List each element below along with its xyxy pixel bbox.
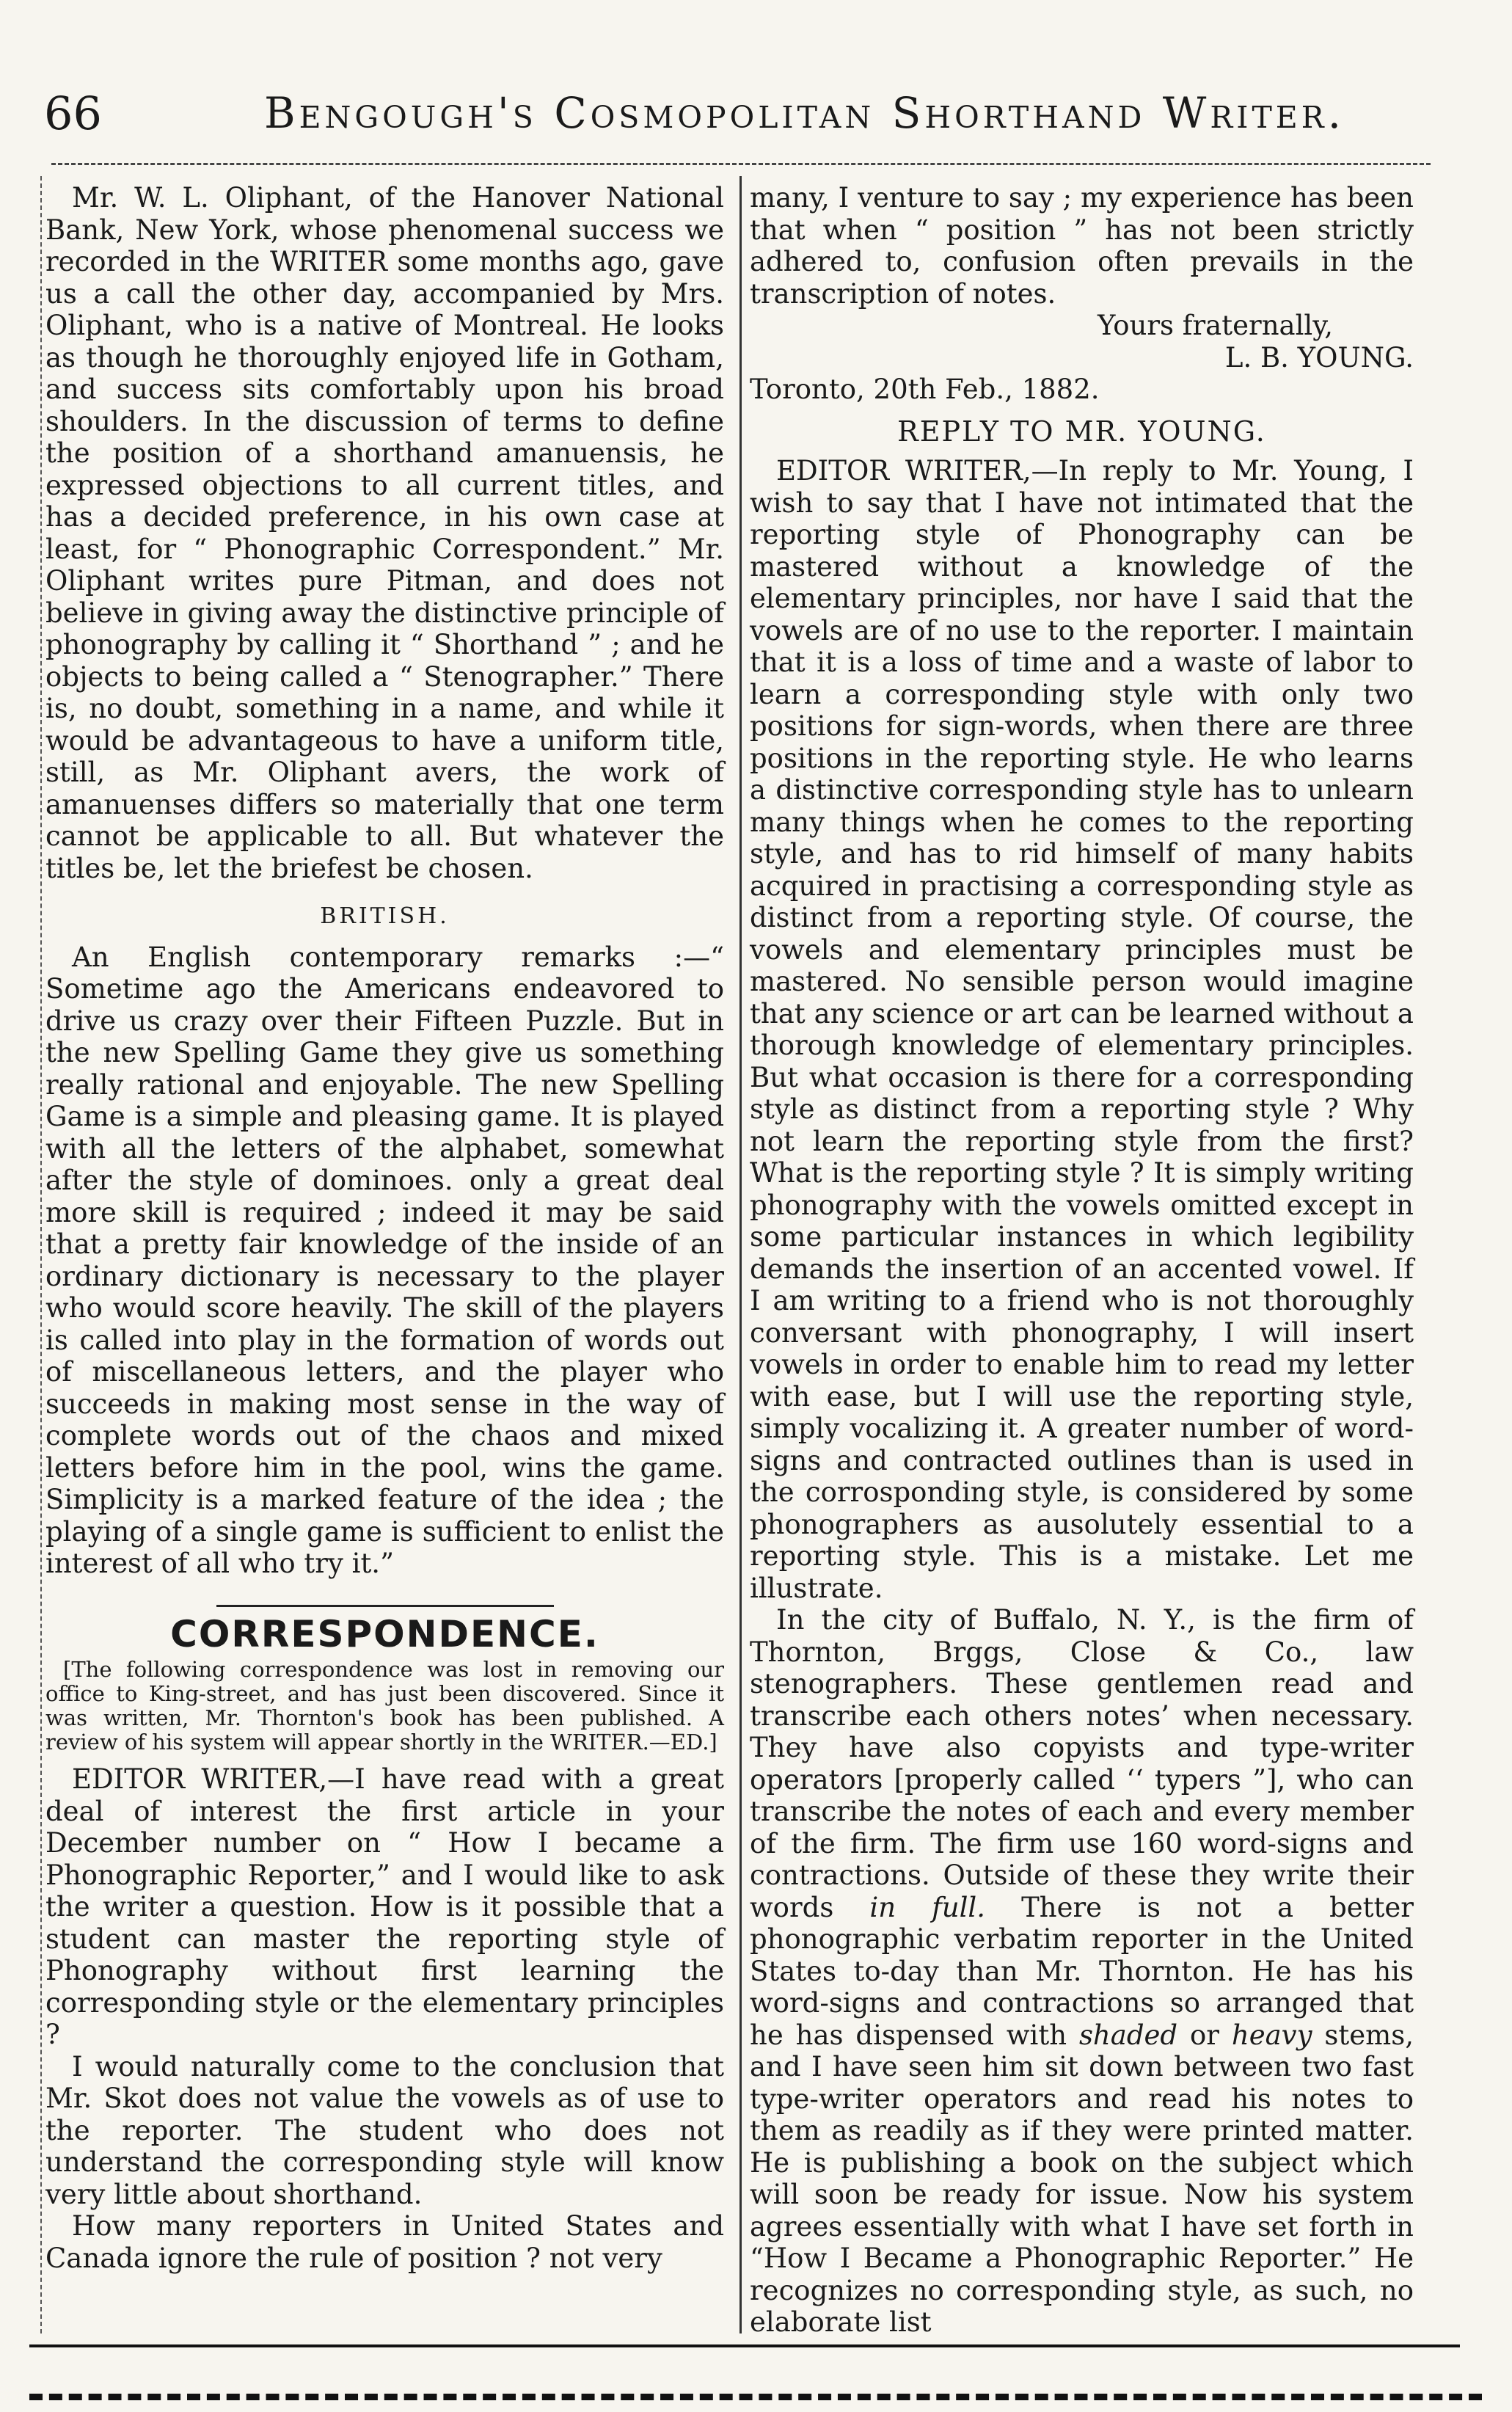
correspondence-heading: CORRESPONDENCE. [170,1612,599,1655]
reply-emphasis-in-full: in full. [869,1891,986,1923]
reply-text-c: or [1177,2019,1232,2051]
editor-note: [The following correspondence was lost in removing our office to King-street, and has just been discovered. Since it was written, Mr. Thornton's book has been published. A review of his system will appear shortly in the WRITER.—ED.] [45,1657,724,1755]
signoff-line: Yours fraternally, [1098,310,1333,341]
british-paragraph: An English contemporary remarks :—“ Sometime ago the Americans endeavored to drive us crazy over their Fifteen Puzzle. But in the new Spelling Game they give us something really rational and enjoyable. The new Spelling Game is a simple and pleasing game. It is played with all the letters of the alphabet, somewhat after the style of dominoes. only a great deal more skill is required ; indeed it may be said that a pretty fair knowledge of the inside of an ordinary dictionary is necessary to the player who would score heavily. The skill of the players is called into play in the formation of words out of miscellaneous letters, and the player who succeeds in making most sense in the way of complete words out of the chaos and mixed letters before him in the pool, wins the game. Simplicity is a marked feature of the idea ; the playing of a single game is sufficient to enlist the interest of all who try it.” [45,941,724,1579]
letter-paragraph-2: I would naturally come to the conclusion that Mr. Skot does not value the vowels as of use to the reporter. The student who does not understand the corresponding style will know very little about shorthand. [45,2050,724,2210]
letter-paragraph-1 [45,1763,724,2051]
dateline: Toronto, 20th Feb., 1882. [750,374,1100,405]
letter-salutation: EDITOR WRITER, [72,1763,328,1795]
column-divider [739,176,742,2333]
reply-paragraph-2 [750,1604,1414,2339]
reply-paragraph-1 [750,455,1414,1604]
oliphant-paragraph: Mr. W. L. Oliphant, of the Hanover National Bank, New York, whose phenomenal success we recorded in the WRITER some months ago, gave us a call the other day, accompanied by Mrs. Oliphant, who is a native of Montreal. He looks as though he thoroughly enjoyed life in Gotham, and success sits comfortably upon his broad shoulders. In the discussion of terms to define the position of a shorthand amanuensis, he expressed objections to all current titles, and has a decided preference, in his own case at least, for “ Phonographic Correspondent.” Mr. Oliphant writes pure Pitman, and does not believe in giving away the distinctive principle of phonography by calling it “ Shorthand ” ; and he objects to being called a “ Stenographer.” There is, no doubt, something in a name, and while it would be advantageous to have a uniform title, still, as Mr. Oliphant avers, the work of amanuenses differs so materially that one term cannot be applicable to all. But whatever the titles be, let the briefest be chosen. [45,182,724,884]
running-title: Bengough's Cosmopolitan Shorthand Writer. [264,88,1345,138]
left-column [45,182,724,2274]
page-header [44,73,1423,154]
reply-body-1: —In reply to Mr. Young, I wish to say that I have not intimated that the reporting style of Phonography can be mastered without a knowledge of the elementary principles, nor have I said that the vowels are of no use to the reporter. I maintain that it is a loss of time and a waste of labor to learn a corresponding style with only two positions for sign-words, when there are three positions in the reporting style. He who learns a distinctive corresponding style has to unlearn many things when he comes to the reporting style, and has to rid himself of many habits acquired in practising a corresponding style as distinct from a reporting style. Of course, the vowels and elementary principles must be mastered. No sensible person would imagine that any science or art can be learned without a thorough knowledge of elementary principles. But what occasion is there for a corresponding style as distinct from a reporting style ? Why not learn the reporting style from the first? What is the reporting style ? It is simply writing phonography with the vowels omitted except in some particular instances in which legibility demands the insertion of an accented vowel. If I am writing to a friend who is not thoroughly conversant with phonography, I will insert vowels in order to enable him to read my letter with ease, but I will use the reporting style, simply vocalizing it. A greater number of word-signs and contracted outlines than is used in the corrosponding style, is considered by some phonographers as ausolutely essential to a reporting style. This is a mistake. Let me illustrate. [750,455,1414,1604]
reply-salutation: EDITOR WRITER, [776,455,1031,487]
header-rule [51,163,1431,165]
british-heading: BRITISH. [320,903,450,929]
letter-continuation: many, I venture to say ; my experience has been that when “ position ” has not been strictly adhered to, confusion often prevails in the transcription of notes. [750,182,1414,310]
letter-paragraph-3: How many reporters in United States and Canada ignore the rule of position ? not very [45,2210,724,2274]
correspondence-rule [216,1605,554,1607]
reply-emphasis-heavy: heavy [1231,2019,1312,2051]
signature: L. B. YOUNG. [1224,341,1414,374]
left-margin-rule [40,176,42,2333]
letter-body-1: —I have read with a great deal of interest the first article in your December number on “ How I became a Phonographic Reporter,” and I would like to ask the writer a question. How is it possible that a student can master the reporting style of Phonography without first learning the corresponding style or the elementary principles ? [45,1763,725,2050]
page-number: 66 [44,87,102,140]
footer-border [29,2394,1482,2400]
reply-emphasis-shaded: shaded [1078,2019,1178,2051]
right-column [750,182,1414,2339]
footer-rule [29,2344,1460,2347]
reply-heading: REPLY TO MR. YOUNG. [897,415,1266,448]
reply-text-b: There is not a better phonographic verbatim reporter in the United States to-day than Mr. Thornton. He has his word-signs and contractions so arranged that he has dispensed with [750,1891,1414,2051]
reply-text-d: stems, and I have seen him sit down between two fast type-writer operators and read his notes to them as readily as if they were printed matter. He is publishing a book on the subject which will soon be ready for issue. Now his system agrees essentially with what I have set forth in “How I Became a Phonographic Reporter.” He recognizes no corresponding style, as such, no elaborate list [750,2019,1414,2338]
reply-text-a: In the city of Buffalo, N. Y., is the firm of Thornton, Brggs, Close & Co., law stenographers. These gentlemen read and transcribe each others notes’ when necessary. They have also copyists and type-writer operators [properly called ‘‘ typers ”], who can transcribe the notes of each and every member of the firm. The firm use 160 word-signs and contractions. Outside of these they write their words [750,1604,1414,1923]
